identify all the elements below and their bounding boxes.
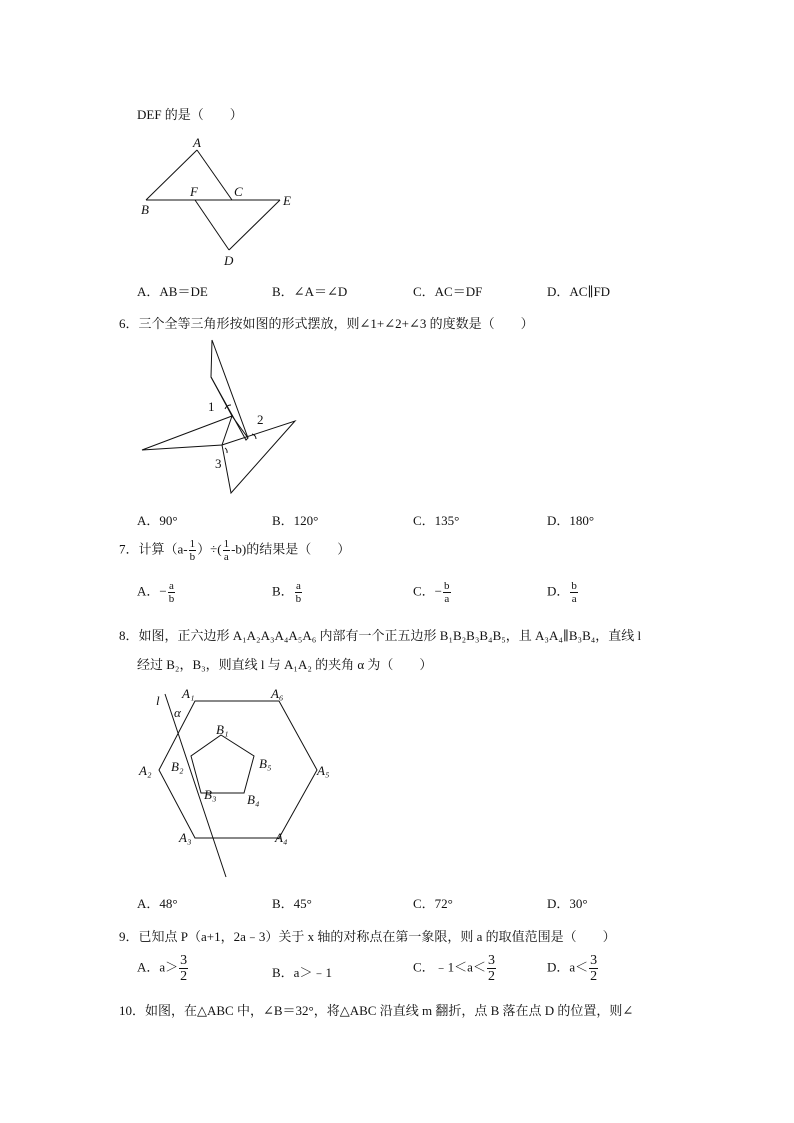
q8-label-A6: A₆ bbox=[271, 686, 284, 701]
q7-fraction-2-den: a bbox=[223, 551, 229, 563]
q7-option-b-num: a bbox=[295, 580, 301, 592]
q7-option-b-label: B． bbox=[272, 583, 294, 599]
q7-option-d bbox=[547, 580, 579, 605]
q9-option-c-den: 2 bbox=[487, 969, 495, 984]
q5-label-A: A bbox=[193, 135, 201, 150]
q7-option-a-num: a bbox=[169, 580, 174, 592]
q9-option-a-den: 2 bbox=[180, 969, 188, 984]
q6-label-2: 2 bbox=[257, 412, 264, 427]
q7-option-d-num: b bbox=[571, 580, 577, 592]
q7-fraction-2-num: 1 bbox=[223, 538, 230, 550]
q8-option-c: C．72° bbox=[413, 896, 453, 911]
q9-option-b bbox=[272, 962, 332, 981]
q6-triangle-top bbox=[211, 340, 248, 440]
q8-option-a: A．48° bbox=[137, 896, 178, 911]
q7-option-d-label: D． bbox=[547, 583, 570, 599]
q8-label-l: l bbox=[156, 693, 160, 708]
q9-stem: 9．已知点 P（a+1，2a﹣3）关于 x 轴的对称点在第一象限，则 a 的取值范围是（ ） bbox=[119, 929, 616, 944]
q7-option-a-fraction bbox=[168, 580, 176, 605]
q8-label-A1: A₁ bbox=[182, 686, 195, 701]
q8-label-A4: A₄ bbox=[275, 830, 288, 845]
q7-option-a bbox=[137, 580, 176, 605]
q7-option-a-label: A． bbox=[137, 583, 160, 599]
q7-fraction-2 bbox=[223, 538, 231, 563]
q6-label-3: 3 bbox=[215, 456, 222, 471]
q8-label-B4: B₄ bbox=[247, 792, 260, 807]
q7-prefix: 7．计算（a- bbox=[119, 541, 188, 557]
q5-stem-tail: DEF 的是（ ） bbox=[137, 107, 243, 122]
q6-label-1: 1 bbox=[208, 399, 215, 414]
q5-option-b: B．∠A＝∠D bbox=[272, 284, 348, 299]
q5-label-C: C bbox=[234, 184, 243, 199]
q9-option-c bbox=[413, 953, 497, 984]
q5-option-a: A．AB＝DE bbox=[137, 284, 208, 299]
q8-label-B2: B₂ bbox=[171, 759, 184, 774]
q9-option-d-den: 2 bbox=[590, 969, 598, 984]
q6-triangle-left bbox=[142, 416, 232, 450]
q9-option-d-fraction bbox=[589, 953, 598, 984]
q5-option-c: C．AC＝DF bbox=[413, 284, 483, 299]
q6-segment-link bbox=[232, 416, 248, 438]
q9-option-d bbox=[547, 953, 599, 984]
q8-label-A5: A₅ bbox=[317, 763, 330, 778]
q6-angle-arc-3 bbox=[225, 448, 227, 453]
q8-label-B3: B₃ bbox=[204, 787, 217, 802]
q5-label-D: D bbox=[224, 253, 234, 268]
q6-option-b: B．120° bbox=[272, 513, 319, 528]
q9-option-a-text: A．a＞ bbox=[137, 959, 179, 975]
q8-stem-line2: 经过 B₂，B₃，则直线 l 与 A₁A₂ 的夹角 α 为（ ） bbox=[137, 657, 433, 672]
q7-option-b-den: b bbox=[295, 593, 302, 605]
q9-option-c-text: C．﹣1＜a＜ bbox=[413, 959, 486, 975]
q7-fraction-1-num: 1 bbox=[189, 538, 196, 550]
q5-segment-AC bbox=[197, 150, 232, 200]
q7-fraction-1 bbox=[189, 538, 197, 563]
q8-figure bbox=[135, 682, 345, 882]
q6-triangle-right bbox=[222, 421, 295, 493]
q8-label-B5: B₅ bbox=[259, 756, 272, 771]
q7-option-c-den: a bbox=[444, 593, 450, 605]
q5-figure bbox=[130, 130, 310, 270]
q6-figure bbox=[135, 335, 305, 500]
q8-pentagon bbox=[191, 735, 254, 793]
q5-segment-DE bbox=[229, 200, 280, 250]
q7-option-a-den: b bbox=[168, 593, 175, 605]
q8-label-A3: A₃ bbox=[179, 830, 192, 845]
q7-option-b-fraction bbox=[295, 580, 303, 605]
q9-option-d-num: 3 bbox=[590, 953, 598, 968]
q8-label-A2: A₂ bbox=[139, 763, 152, 778]
q9-option-a-fraction bbox=[179, 953, 188, 984]
q8-option-b: B．45° bbox=[272, 896, 312, 911]
q7-option-c bbox=[413, 580, 452, 605]
q5-label-B: B bbox=[141, 202, 149, 217]
q9-option-d-text: D．a＜ bbox=[547, 959, 589, 975]
q10-stem: 10．如图，在△ABC 中，∠B＝32°，将△ABC 沿直线 m 翻折，点 B 落在点 D 的位置，则∠ bbox=[119, 1003, 634, 1018]
q9-option-a bbox=[137, 953, 189, 984]
q6-option-d: D．180° bbox=[547, 513, 595, 528]
q5-segment-FD bbox=[195, 200, 229, 250]
q8-label-alpha: α bbox=[174, 705, 181, 720]
q9-option-b-text: B．a＞﹣1 bbox=[272, 965, 332, 980]
q9-option-c-fraction bbox=[487, 953, 496, 984]
q9-option-a-num: 3 bbox=[180, 953, 188, 968]
q7-option-c-sign: − bbox=[434, 583, 443, 599]
q7-option-c-num: b bbox=[444, 580, 450, 592]
q8-label-B1: B₁ bbox=[216, 722, 229, 737]
q9-option-c-num: 3 bbox=[487, 953, 495, 968]
q7-stem bbox=[119, 538, 350, 563]
q7-option-d-den: a bbox=[571, 593, 577, 605]
q6-option-a: A．90° bbox=[137, 513, 178, 528]
q7-mid: ）÷( bbox=[197, 541, 222, 557]
q5-label-E: E bbox=[283, 193, 291, 208]
q6-option-c: C．135° bbox=[413, 513, 460, 528]
q6-stem: 6．三个全等三角形按如图的形式摆放，则∠1+∠2+∠3 的度数是（ ） bbox=[119, 316, 534, 331]
q5-label-F: F bbox=[190, 184, 198, 199]
q7-fraction-1-den: b bbox=[189, 551, 196, 563]
q7-option-c-label: C． bbox=[413, 583, 435, 599]
q7-option-b bbox=[272, 580, 303, 605]
q8-stem-line1: 8．如图，正六边形 A₁A₂A₃A₄A₅A₆ 内部有一个正五边形 B₁B₂B₃B₄B₅，且 A₃A₄∥B₃B₄，直线 l bbox=[119, 628, 642, 643]
q5-option-d: D．AC∥FD bbox=[547, 284, 611, 299]
q7-option-a-sign: − bbox=[159, 583, 167, 599]
q7-option-d-fraction bbox=[570, 580, 578, 605]
q8-option-d: D．30° bbox=[547, 896, 588, 911]
q7-suffix: -b)的结果是（ ） bbox=[231, 541, 351, 557]
q7-option-c-fraction bbox=[443, 580, 451, 605]
